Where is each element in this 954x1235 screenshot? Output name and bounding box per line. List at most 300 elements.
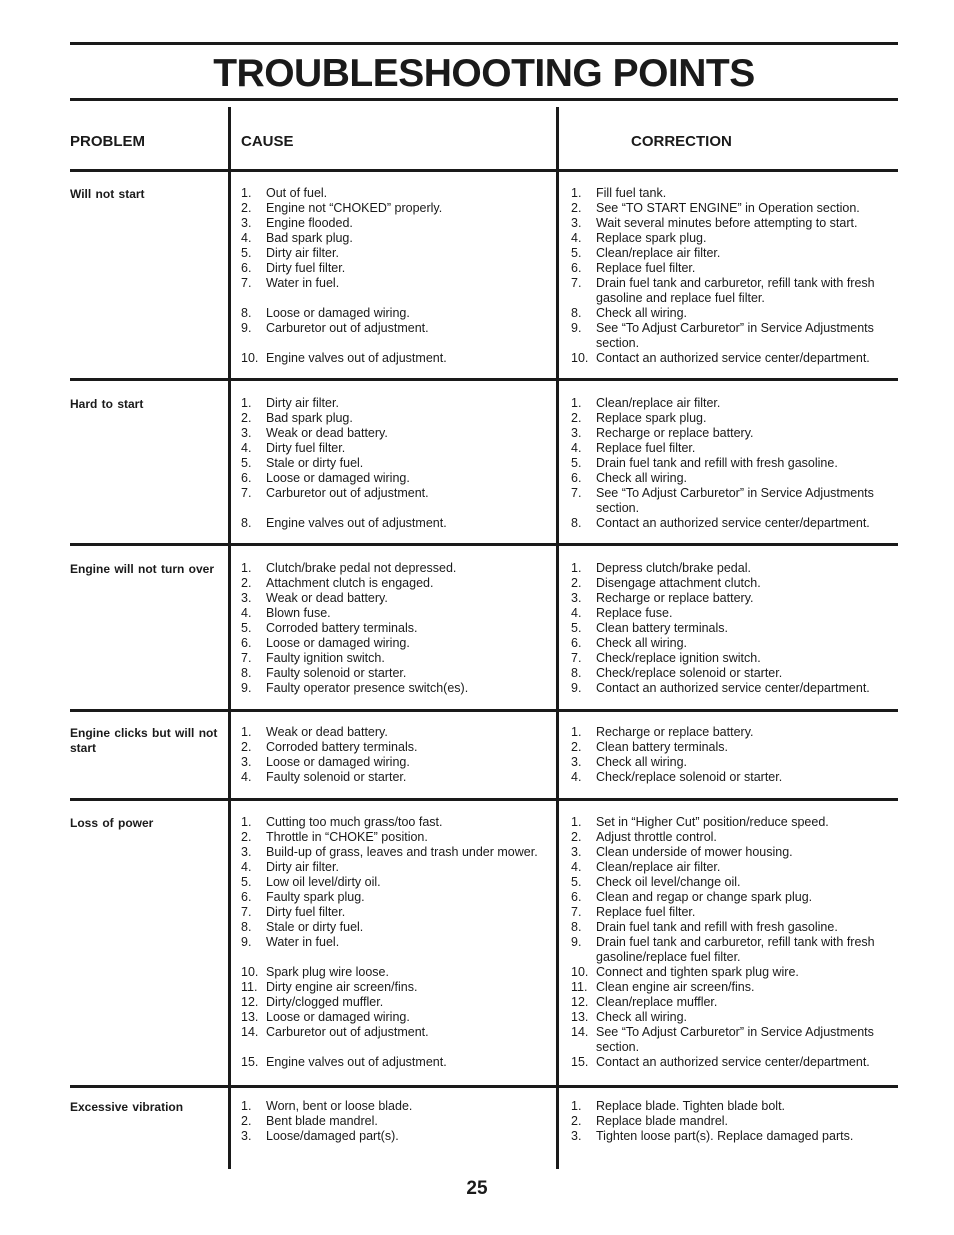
cause-item bbox=[241, 666, 551, 681]
correction-item bbox=[571, 1025, 889, 1055]
correction-item bbox=[571, 636, 889, 651]
item-number: 3. bbox=[571, 426, 582, 440]
correction-text: Contact an authorized service center/department. bbox=[596, 681, 870, 695]
item-number: 6. bbox=[571, 890, 582, 904]
cause-list bbox=[241, 396, 551, 531]
row-divider bbox=[70, 798, 898, 801]
item-number: 4. bbox=[571, 860, 582, 874]
item-number: 1. bbox=[571, 396, 582, 410]
item-number: 3. bbox=[571, 216, 582, 230]
cause-text: Dirty fuel filter. bbox=[266, 441, 346, 455]
cause-text: Low oil level/dirty oil. bbox=[266, 875, 381, 889]
problem-label: Excessive vibration bbox=[70, 1100, 184, 1114]
correction-text: Check all wiring. bbox=[596, 636, 688, 650]
correction-text: Fill fuel tank. bbox=[596, 186, 667, 200]
correction-text: Clean engine air screen/fins. bbox=[596, 980, 755, 994]
cause-text: Dirty fuel filter. bbox=[266, 261, 346, 275]
top-rule bbox=[70, 42, 898, 45]
correction-text: Recharge or replace battery. bbox=[596, 426, 754, 440]
item-number: 2. bbox=[571, 830, 582, 844]
correction-text: Clean battery terminals. bbox=[596, 740, 729, 754]
correction-item bbox=[571, 920, 889, 935]
item-number: 6. bbox=[241, 636, 252, 650]
item-number: 7. bbox=[571, 486, 582, 500]
item-number: 3. bbox=[241, 1129, 252, 1143]
correction-item bbox=[571, 576, 889, 591]
item-number: 4. bbox=[241, 231, 252, 245]
item-number: 8. bbox=[571, 920, 582, 934]
item-number: 4. bbox=[241, 860, 252, 874]
cause-text: Build-up of grass, leaves and trash under mower. bbox=[266, 845, 538, 859]
cause-item bbox=[241, 980, 551, 995]
item-number: 10. bbox=[571, 351, 589, 365]
item-number: 3. bbox=[571, 1129, 582, 1143]
cause-list bbox=[241, 186, 551, 366]
item-number: 1. bbox=[571, 725, 582, 739]
cause-text: Loose or damaged wiring. bbox=[266, 636, 410, 650]
item-number: 10. bbox=[241, 351, 259, 365]
correction-text: Connect and tighten spark plug wire. bbox=[596, 965, 799, 979]
title-rule bbox=[70, 98, 898, 101]
item-number: 6. bbox=[571, 636, 582, 650]
page-number: 25 bbox=[466, 1178, 488, 1199]
correction-item bbox=[571, 1129, 889, 1144]
cause-text: Loose or damaged wiring. bbox=[266, 1010, 410, 1024]
correction-text: Check oil level/change oil. bbox=[596, 875, 741, 889]
cause-list bbox=[241, 561, 551, 696]
cause-item bbox=[241, 441, 551, 456]
item-number: 7. bbox=[241, 905, 252, 919]
cause-text: Loose/damaged part(s). bbox=[266, 1129, 399, 1143]
item-number: 4. bbox=[571, 231, 582, 245]
correction-item bbox=[571, 1010, 889, 1025]
correction-item bbox=[571, 321, 889, 351]
correction-item bbox=[571, 591, 889, 606]
cause-item bbox=[241, 935, 551, 950]
correction-text: Recharge or replace battery. bbox=[596, 725, 754, 739]
cause-text: Faulty spark plug. bbox=[266, 890, 365, 904]
correction-item bbox=[571, 770, 889, 785]
cause-text: Dirty engine air screen/fins. bbox=[266, 980, 418, 994]
item-number: 1. bbox=[241, 396, 252, 410]
item-number: 3. bbox=[571, 755, 582, 769]
cause-text: Engine valves out of adjustment. bbox=[266, 1055, 447, 1069]
cause-item bbox=[241, 1025, 551, 1040]
cause-text: Engine valves out of adjustment. bbox=[266, 351, 447, 365]
correction-item bbox=[571, 666, 889, 681]
correction-item bbox=[571, 905, 889, 920]
item-number: 3. bbox=[571, 591, 582, 605]
cause-item bbox=[241, 426, 551, 441]
cause-item bbox=[241, 1129, 551, 1144]
cause-text: Loose or damaged wiring. bbox=[266, 306, 410, 320]
cause-list bbox=[241, 815, 551, 1070]
correction-text: Replace spark plug. bbox=[596, 231, 707, 245]
correction-text: Disengage attachment clutch. bbox=[596, 576, 761, 590]
cause-text: Bent blade mandrel. bbox=[266, 1114, 378, 1128]
cause-text: Water in fuel. bbox=[266, 276, 340, 290]
cause-item bbox=[241, 920, 551, 935]
cause-text: Faulty operator presence switch(es). bbox=[266, 681, 469, 695]
item-number: 8. bbox=[241, 920, 252, 934]
cause-text: Water in fuel. bbox=[266, 935, 340, 949]
page-title: TROUBLESHOOTING POINTS bbox=[213, 52, 755, 95]
column-divider-cause bbox=[228, 107, 231, 1169]
correction-text: Drain fuel tank and carburetor, refill tank with fresh gasoline and replace fuel filter. bbox=[596, 276, 875, 305]
correction-text: Replace blade. Tighten blade bolt. bbox=[596, 1099, 786, 1113]
correction-item bbox=[571, 651, 889, 666]
correction-text: Clean underside of mower housing. bbox=[596, 845, 793, 859]
cause-item bbox=[241, 306, 551, 321]
correction-item bbox=[571, 725, 889, 740]
problem-label: Engine clicks but will not start bbox=[70, 726, 218, 755]
item-number: 4. bbox=[571, 770, 582, 784]
cause-item bbox=[241, 201, 551, 216]
correction-text: Replace fuel filter. bbox=[596, 905, 696, 919]
column-divider-correction bbox=[556, 107, 559, 1169]
item-number: 10. bbox=[241, 965, 259, 979]
item-number: 6. bbox=[571, 261, 582, 275]
cause-item bbox=[241, 740, 551, 755]
cause-item bbox=[241, 845, 551, 860]
item-number: 2. bbox=[571, 576, 582, 590]
correction-text: Wait several minutes before attempting to start. bbox=[596, 216, 858, 230]
item-number: 4. bbox=[241, 441, 252, 455]
item-number: 1. bbox=[571, 815, 582, 829]
correction-item bbox=[571, 456, 889, 471]
item-number: 4. bbox=[571, 441, 582, 455]
cause-item bbox=[241, 1099, 551, 1114]
cause-item bbox=[241, 681, 551, 696]
correction-text: Clean/replace air filter. bbox=[596, 860, 721, 874]
correction-list bbox=[571, 396, 889, 531]
item-number: 6. bbox=[241, 471, 252, 485]
correction-item bbox=[571, 681, 889, 696]
item-number: 12. bbox=[241, 995, 259, 1009]
cause-text: Weak or dead battery. bbox=[266, 591, 388, 605]
correction-text: Drain fuel tank and refill with fresh gasoline. bbox=[596, 920, 838, 934]
cause-item bbox=[241, 621, 551, 636]
item-number: 9. bbox=[571, 681, 582, 695]
item-number: 4. bbox=[241, 606, 252, 620]
cause-item bbox=[241, 591, 551, 606]
correction-item bbox=[571, 516, 889, 531]
cause-item bbox=[241, 471, 551, 486]
correction-item bbox=[571, 276, 889, 306]
item-number: 11. bbox=[241, 980, 258, 994]
item-number: 2. bbox=[571, 201, 582, 215]
item-number: 15. bbox=[571, 1055, 589, 1069]
correction-item bbox=[571, 396, 889, 411]
header-correction: CORRECTION bbox=[631, 133, 732, 150]
correction-text: Contact an authorized service center/department. bbox=[596, 351, 870, 365]
correction-text: Replace fuse. bbox=[596, 606, 673, 620]
correction-text: Replace fuel filter. bbox=[596, 261, 696, 275]
item-number: 11. bbox=[571, 980, 588, 994]
item-number: 5. bbox=[241, 621, 252, 635]
item-number: 2. bbox=[241, 201, 252, 215]
correction-text: Check/replace ignition switch. bbox=[596, 651, 761, 665]
correction-item bbox=[571, 351, 889, 366]
correction-item bbox=[571, 486, 889, 516]
item-number: 9. bbox=[241, 681, 252, 695]
item-number: 8. bbox=[571, 666, 582, 680]
item-number: 6. bbox=[571, 471, 582, 485]
cause-text: Carburetor out of adjustment. bbox=[266, 1025, 429, 1039]
correction-item bbox=[571, 740, 889, 755]
item-number: 8. bbox=[571, 306, 582, 320]
cause-item bbox=[241, 875, 551, 890]
item-number: 5. bbox=[571, 456, 582, 470]
correction-item bbox=[571, 471, 889, 486]
cause-item bbox=[241, 890, 551, 905]
row-divider bbox=[70, 709, 898, 712]
item-number: 1. bbox=[571, 186, 582, 200]
correction-text: Set in “Higher Cut” position/reduce speed. bbox=[596, 815, 829, 829]
correction-text: Depress clutch/brake pedal. bbox=[596, 561, 751, 575]
cause-item bbox=[241, 1010, 551, 1025]
cause-text: Engine valves out of adjustment. bbox=[266, 516, 447, 530]
correction-text: Check all wiring. bbox=[596, 471, 688, 485]
item-number: 2. bbox=[241, 1114, 252, 1128]
correction-text: Check all wiring. bbox=[596, 755, 688, 769]
correction-text: Tighten loose part(s). Replace damaged parts. bbox=[596, 1129, 854, 1143]
correction-text: Replace fuel filter. bbox=[596, 441, 696, 455]
cause-item bbox=[241, 186, 551, 201]
cause-text: Stale or dirty fuel. bbox=[266, 920, 364, 934]
item-number: 5. bbox=[241, 456, 252, 470]
cause-item bbox=[241, 1055, 551, 1070]
item-number: 5. bbox=[571, 875, 582, 889]
correction-text: Clean and regap or change spark plug. bbox=[596, 890, 813, 904]
cause-text: Worn, bent or loose blade. bbox=[266, 1099, 413, 1113]
item-number: 6. bbox=[241, 890, 252, 904]
cause-text: Out of fuel. bbox=[266, 186, 328, 200]
correction-item bbox=[571, 186, 889, 201]
problem-label: Hard to start bbox=[70, 397, 144, 411]
item-number: 3. bbox=[571, 845, 582, 859]
correction-item bbox=[571, 411, 889, 426]
cause-text: Faulty ignition switch. bbox=[266, 651, 385, 665]
correction-item bbox=[571, 246, 889, 261]
item-number: 8. bbox=[241, 516, 252, 530]
row-divider bbox=[70, 1085, 898, 1088]
cause-item bbox=[241, 1114, 551, 1129]
correction-text: See “To Adjust Carburetor” in Service Adjustments section. bbox=[596, 486, 874, 515]
correction-item bbox=[571, 860, 889, 875]
correction-item bbox=[571, 965, 889, 980]
correction-text: Check all wiring. bbox=[596, 1010, 688, 1024]
correction-text: Clean battery terminals. bbox=[596, 621, 729, 635]
correction-item bbox=[571, 426, 889, 441]
cause-text: Loose or damaged wiring. bbox=[266, 471, 410, 485]
cause-text: Weak or dead battery. bbox=[266, 426, 388, 440]
cause-text: Dirty/clogged muffler. bbox=[266, 995, 384, 1009]
cause-text: Blown fuse. bbox=[266, 606, 331, 620]
correction-text: Clean/replace air filter. bbox=[596, 396, 721, 410]
item-number: 2. bbox=[241, 576, 252, 590]
cause-item bbox=[241, 231, 551, 246]
item-number: 4. bbox=[571, 606, 582, 620]
cause-text: Carburetor out of adjustment. bbox=[266, 321, 429, 335]
item-number: 5. bbox=[571, 621, 582, 635]
row-divider bbox=[70, 378, 898, 381]
cause-text: Throttle in “CHOKE” position. bbox=[266, 830, 428, 844]
cause-item bbox=[241, 321, 551, 336]
item-number: 8. bbox=[241, 306, 252, 320]
correction-item bbox=[571, 995, 889, 1010]
cause-text: Clutch/brake pedal not depressed. bbox=[266, 561, 457, 575]
correction-item bbox=[571, 606, 889, 621]
correction-item bbox=[571, 1055, 889, 1070]
correction-text: See “TO START ENGINE” in Operation section. bbox=[596, 201, 860, 215]
correction-item bbox=[571, 231, 889, 246]
correction-list bbox=[571, 186, 889, 366]
correction-text: Drain fuel tank and refill with fresh gasoline. bbox=[596, 456, 838, 470]
correction-item bbox=[571, 980, 889, 995]
cause-text: Loose or damaged wiring. bbox=[266, 755, 410, 769]
cause-item bbox=[241, 246, 551, 261]
item-number: 1. bbox=[241, 815, 252, 829]
cause-item bbox=[241, 725, 551, 740]
cause-item bbox=[241, 770, 551, 785]
correction-item bbox=[571, 875, 889, 890]
correction-item bbox=[571, 441, 889, 456]
cause-text: Dirty air filter. bbox=[266, 396, 339, 410]
correction-item bbox=[571, 890, 889, 905]
item-number: 7. bbox=[571, 651, 582, 665]
correction-text: Contact an authorized service center/department. bbox=[596, 1055, 870, 1069]
correction-list bbox=[571, 1099, 889, 1144]
cause-item bbox=[241, 261, 551, 276]
item-number: 7. bbox=[571, 905, 582, 919]
cause-item bbox=[241, 636, 551, 651]
item-number: 3. bbox=[241, 591, 252, 605]
problem-label: Loss of power bbox=[70, 816, 154, 830]
correction-list bbox=[571, 561, 889, 696]
item-number: 2. bbox=[241, 411, 252, 425]
correction-text: See “To Adjust Carburetor” in Service Adjustments section. bbox=[596, 321, 874, 350]
item-number: 7. bbox=[241, 276, 252, 290]
row-divider bbox=[70, 169, 898, 172]
header-cause: CAUSE bbox=[241, 133, 294, 150]
cause-text: Bad spark plug. bbox=[266, 411, 353, 425]
cause-text: Engine flooded. bbox=[266, 216, 353, 230]
item-number: 7. bbox=[241, 486, 252, 500]
item-number: 1. bbox=[241, 561, 252, 575]
cause-item bbox=[241, 995, 551, 1010]
cause-list bbox=[241, 1099, 551, 1144]
cause-text: Dirty fuel filter. bbox=[266, 905, 346, 919]
cause-text: Spark plug wire loose. bbox=[266, 965, 389, 979]
cause-item bbox=[241, 216, 551, 231]
item-number: 1. bbox=[571, 561, 582, 575]
correction-item bbox=[571, 1099, 889, 1114]
item-number: 5. bbox=[241, 246, 252, 260]
correction-item bbox=[571, 561, 889, 576]
correction-text: Recharge or replace battery. bbox=[596, 591, 754, 605]
cause-item bbox=[241, 860, 551, 875]
item-number: 1. bbox=[241, 1099, 252, 1113]
correction-item bbox=[571, 815, 889, 830]
correction-text: Drain fuel tank and carburetor, refill tank with fresh gasoline/replace fuel filter. bbox=[596, 935, 875, 964]
item-number: 14. bbox=[241, 1025, 259, 1039]
item-number: 1. bbox=[571, 1099, 582, 1113]
correction-text: Adjust throttle control. bbox=[596, 830, 717, 844]
item-number: 15. bbox=[241, 1055, 259, 1069]
correction-text: Replace spark plug. bbox=[596, 411, 707, 425]
item-number: 3. bbox=[241, 216, 252, 230]
item-number: 8. bbox=[241, 666, 252, 680]
correction-item bbox=[571, 621, 889, 636]
cause-item bbox=[241, 396, 551, 411]
correction-text: Check/replace solenoid or starter. bbox=[596, 666, 783, 680]
correction-text: Contact an authorized service center/department. bbox=[596, 516, 870, 530]
cause-text: Corroded battery terminals. bbox=[266, 621, 418, 635]
cause-item bbox=[241, 456, 551, 471]
cause-text: Weak or dead battery. bbox=[266, 725, 388, 739]
problem-label: Engine will not turn over bbox=[70, 562, 215, 576]
cause-text: Bad spark plug. bbox=[266, 231, 353, 245]
cause-item bbox=[241, 606, 551, 621]
cause-list bbox=[241, 725, 551, 785]
cause-text: Engine not “CHOKED” properly. bbox=[266, 201, 443, 215]
correction-item bbox=[571, 216, 889, 231]
cause-text: Stale or dirty fuel. bbox=[266, 456, 364, 470]
cause-item bbox=[241, 486, 551, 501]
item-number: 3. bbox=[241, 845, 252, 859]
cause-text: Faulty solenoid or starter. bbox=[266, 666, 407, 680]
item-number: 3. bbox=[241, 755, 252, 769]
cause-item bbox=[241, 755, 551, 770]
row-divider bbox=[70, 543, 898, 546]
cause-item bbox=[241, 965, 551, 980]
item-number: 9. bbox=[241, 935, 252, 949]
item-number: 2. bbox=[571, 1114, 582, 1128]
item-number: 13. bbox=[571, 1010, 589, 1024]
cause-item bbox=[241, 830, 551, 845]
correction-text: Clean/replace muffler. bbox=[596, 995, 718, 1009]
cause-text: Cutting too much grass/too fast. bbox=[266, 815, 443, 829]
item-number: 13. bbox=[241, 1010, 259, 1024]
cause-item bbox=[241, 576, 551, 591]
correction-item bbox=[571, 935, 889, 965]
item-number: 1. bbox=[241, 186, 252, 200]
item-number: 4. bbox=[241, 770, 252, 784]
item-number: 1. bbox=[241, 725, 252, 739]
item-number: 5. bbox=[571, 246, 582, 260]
cause-text: Faulty solenoid or starter. bbox=[266, 770, 407, 784]
cause-item bbox=[241, 516, 551, 531]
correction-text: Check all wiring. bbox=[596, 306, 688, 320]
correction-text: Replace blade mandrel. bbox=[596, 1114, 729, 1128]
item-number: 7. bbox=[571, 276, 582, 290]
correction-item bbox=[571, 1114, 889, 1129]
item-number: 14. bbox=[571, 1025, 589, 1039]
item-number: 2. bbox=[571, 740, 582, 754]
correction-text: Check/replace solenoid or starter. bbox=[596, 770, 783, 784]
cause-item bbox=[241, 651, 551, 666]
cause-text: Carburetor out of adjustment. bbox=[266, 486, 429, 500]
correction-item bbox=[571, 755, 889, 770]
cause-item bbox=[241, 351, 551, 366]
correction-text: Clean/replace air filter. bbox=[596, 246, 721, 260]
correction-item bbox=[571, 261, 889, 276]
cause-text: Corroded battery terminals. bbox=[266, 740, 418, 754]
correction-text: See “To Adjust Carburetor” in Service Adjustments section. bbox=[596, 1025, 874, 1054]
item-number: 9. bbox=[571, 935, 582, 949]
correction-list bbox=[571, 725, 889, 785]
